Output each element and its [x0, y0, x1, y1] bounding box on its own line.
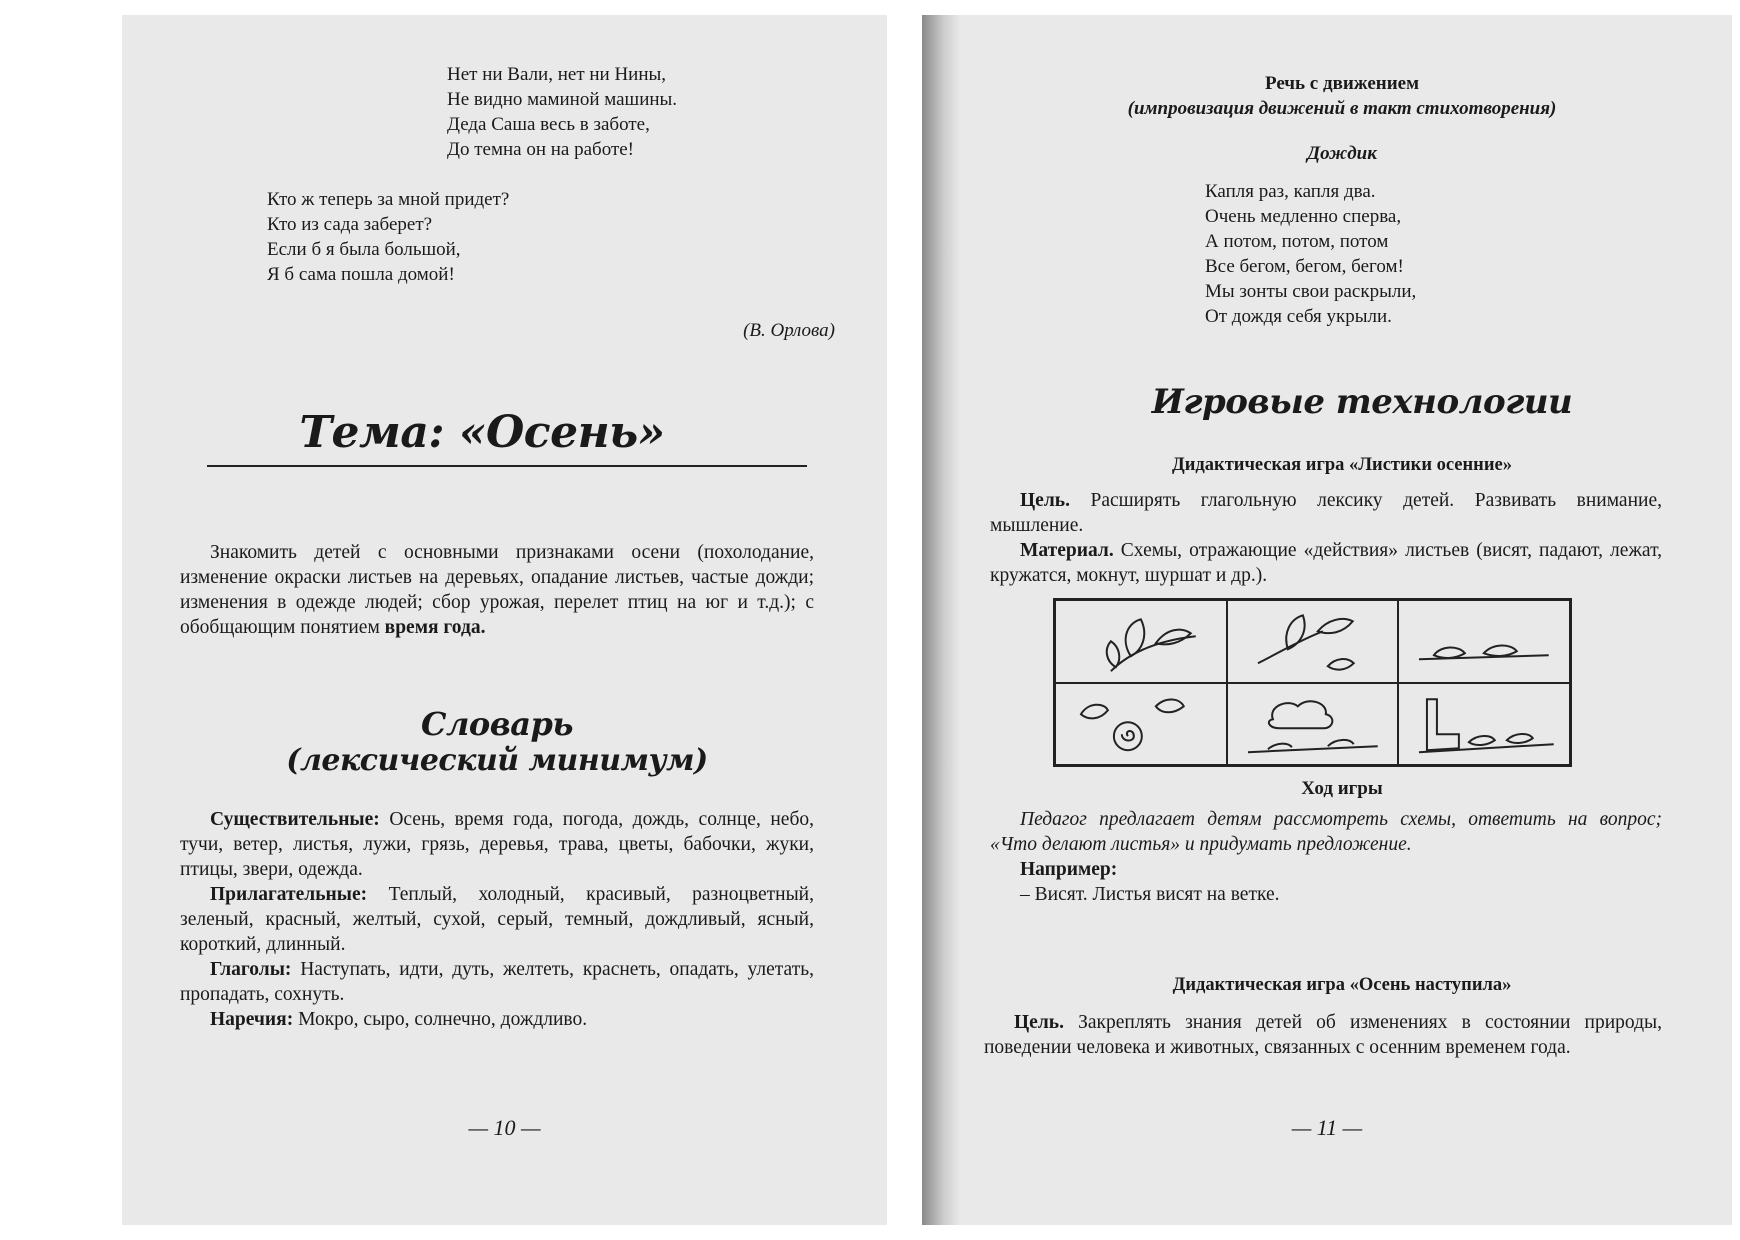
poem-stanza-2: [267, 187, 509, 287]
rain-cloud-leaves-icon: [1228, 684, 1398, 765]
vocab-text: Осень, время года, погода, дождь, солнце, небо, тучи, ветер, листья, лужи, грязь, деревья, трава, цветы, бабочки, жуки, птицы, звери, одежда.: [180, 809, 814, 880]
example-label: Например:: [1020, 859, 1118, 880]
swirling-leaves-icon: [1056, 684, 1226, 765]
poem-line: Если б я была большой,: [267, 239, 461, 260]
leaf-action-scheme: [1053, 598, 1572, 767]
example-text: – Висят. Листья висят на ветке.: [1020, 884, 1280, 905]
material-text: Схемы, отражающие «действия» листьев (висят, падают, лежат, кружатся, мокнут, шуршат и др.).: [990, 540, 1662, 586]
poem-line: Я б сама пошла домой!: [267, 264, 455, 285]
game1-description: [990, 488, 1662, 588]
vocab-title: Словарь: [421, 705, 573, 743]
scheme-cell-lying: [1398, 600, 1570, 683]
poem-stanza-1: [447, 62, 677, 162]
speech-title: Речь с движением: [1264, 73, 1420, 94]
poem-line: Капля раз, капля два.: [1205, 181, 1376, 202]
vocab-list: [180, 807, 814, 1032]
process-title: Ход игры: [1301, 778, 1383, 799]
page-number-right: — 11 —: [1291, 1115, 1363, 1140]
page-number-left: — 10 —: [468, 1115, 541, 1140]
boot-and-leaves-icon: [1399, 684, 1569, 765]
right-page: [922, 15, 1732, 1225]
vocab-text: Наступать, идти, дуть, желтеть, краснеть, опадать, улетать, пропадать, сохнуть.: [180, 959, 814, 1005]
vocab-label: Наречия:: [210, 1009, 294, 1030]
poem-line: От дождя себя укрыли.: [1205, 306, 1392, 327]
intro-text: Знакомить детей с основными признаками осени (похолодание, изменение окраски листьев на деревьях, опадание листьев, частые дожди; изменения в одежде людей; сбор урожая, перелет птиц на юг и т.д.); с обобщающим понятием: [180, 542, 814, 638]
vocab-label: Прилагательные:: [210, 884, 368, 905]
intro-bold-term: время года.: [384, 617, 486, 638]
falling-leaves-icon: [1228, 601, 1398, 682]
goal-label: Цель.: [1020, 490, 1070, 511]
scheme-cell-falling: [1227, 600, 1399, 683]
poem-line: Нет ни Вали, нет ни Нины,: [447, 64, 667, 85]
vocab-item: [180, 957, 814, 1007]
vocab-text: Мокро, сыро, солнечно, дождливо.: [293, 1009, 588, 1030]
poem-line: А потом, потом, потом: [1205, 231, 1389, 252]
poem-line: Кто ж теперь за мной придет?: [267, 189, 510, 210]
leaves-on-ground-icon: [1399, 601, 1569, 682]
scheme-cell-hanging: [1055, 600, 1227, 683]
vocab-item: [180, 1007, 814, 1032]
game1-title: Дидактическая игра «Листики осенние»: [1172, 455, 1512, 475]
material-label: Материал.: [1020, 540, 1114, 561]
goal-text: Расширять глагольную лексику детей. Развивать внимание, мышление.: [990, 490, 1662, 536]
poem-line: Очень медленно сперва,: [1205, 206, 1402, 227]
process-description: [990, 807, 1662, 907]
goal-label: Цель.: [1014, 1012, 1064, 1033]
process-text: Педагог предлагает детям рассмотреть схемы, ответить на вопрос; «Что делают листья» и придумать предложение.: [990, 809, 1662, 855]
poem-author: (В. Орлова): [743, 320, 835, 341]
poem-line: Кто из сада заберет?: [267, 214, 433, 235]
vocab-text: Теплый, холодный, красивый, разноцветный, зеленый, красный, желтый, сухой, серый, темный, дождливый, ясный, короткий, длинный.: [180, 884, 814, 955]
scheme-cell-rustling: [1398, 683, 1570, 766]
title-underline: [207, 465, 807, 467]
book-spine-shadow: [922, 15, 960, 1225]
poem-line: Не видно маминой машины.: [447, 89, 678, 110]
leaves-on-branch-icon: [1056, 601, 1226, 682]
game2-description: [984, 1010, 1662, 1060]
goal-text: Закреплять знания детей об изменениях в состоянии природы, поведении человека и животных, связанных с осенним временем года.: [984, 1012, 1662, 1058]
scheme-cell-swirling: [1055, 683, 1227, 766]
left-page: [122, 15, 887, 1225]
speech-subtitle: (импровизация движений в такт стихотворения): [1127, 98, 1557, 119]
theme-title: Тема: «Осень»: [299, 407, 665, 458]
vocab-label: Глаголы:: [210, 959, 292, 980]
poem-line: Мы зонты свои раскрыли,: [1205, 281, 1417, 302]
vocab-label: Существительные:: [210, 809, 380, 830]
rain-poem-title: Дождик: [1307, 143, 1377, 164]
vocab-item: [180, 882, 814, 957]
poem-line: Деда Саша весь в заботе,: [447, 114, 650, 135]
poem-line: Все бегом, бегом, бегом!: [1205, 256, 1404, 277]
rain-poem: [1205, 179, 1416, 329]
game2-title: Дидактическая игра «Осень наступила»: [1172, 975, 1512, 995]
vocab-item: [180, 807, 814, 882]
game-tech-title: Игровые технологии: [1151, 382, 1573, 422]
intro-paragraph: [180, 540, 814, 640]
poem-line: До темна он на работе!: [447, 139, 635, 160]
scheme-cell-wet: [1227, 683, 1399, 766]
vocab-subtitle: (лексический минимум): [286, 743, 708, 778]
